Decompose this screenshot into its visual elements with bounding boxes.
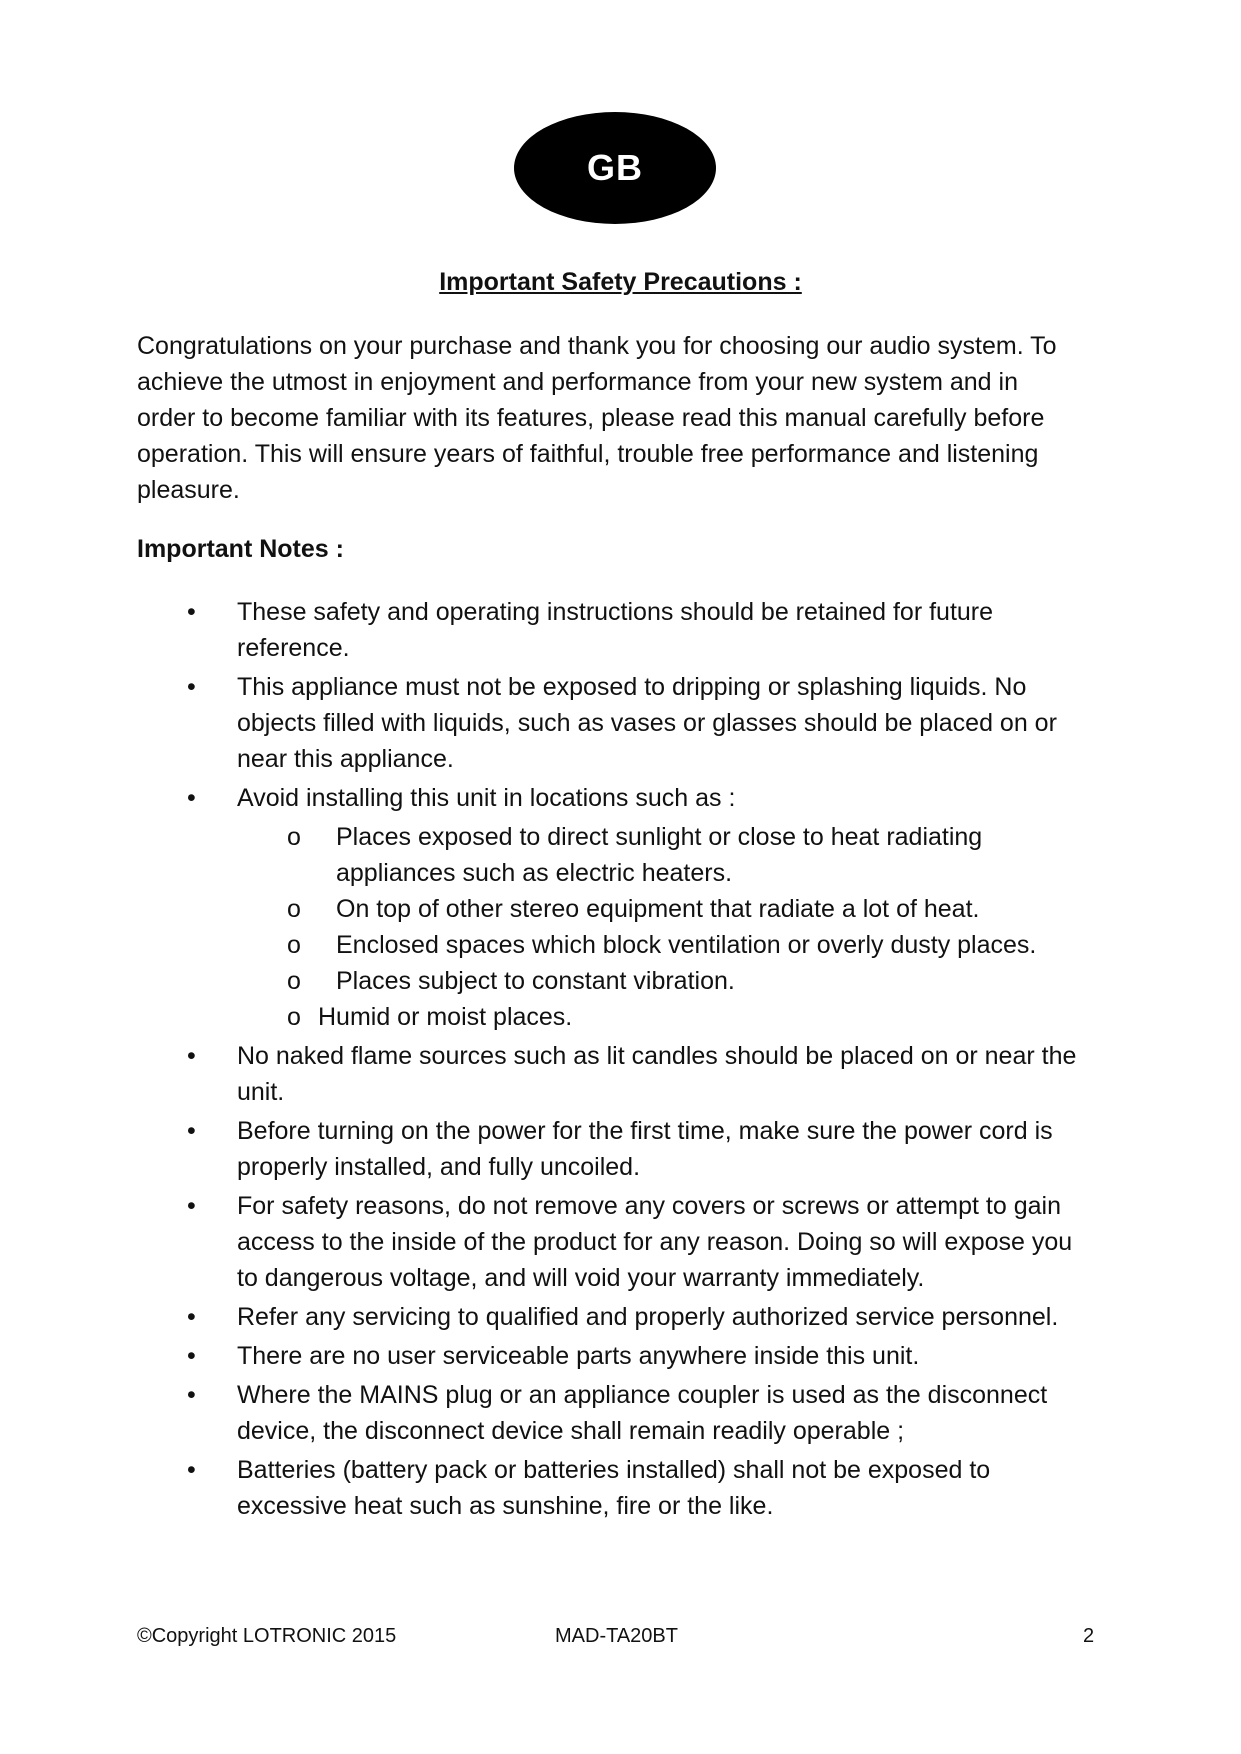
sub-list-item	[0, 927, 1126, 963]
page-title: Important Safety Precautions :	[439, 268, 802, 296]
notes-heading: Important Notes :	[137, 535, 344, 563]
sub-list-item	[0, 891, 1126, 927]
bullet-icon: •	[187, 1456, 196, 1484]
bullet-icon: •	[187, 784, 196, 812]
list-item	[0, 1188, 1117, 1296]
item-line: There are no user serviceable parts anywhere inside this unit.	[237, 1342, 920, 1370]
sub-item-line: Places exposed to direct sunlight or close to heat radiating	[336, 823, 983, 851]
footer-model: MAD-TA20BT	[555, 1625, 678, 1647]
bullet-icon: •	[187, 598, 196, 626]
sub-list-item	[0, 819, 1126, 891]
sub-bullet-icon: o	[287, 967, 301, 995]
item-line: This appliance must not be exposed to dripping or splashing liquids. No	[237, 673, 1027, 701]
sub-item-line: Places subject to constant vibration.	[336, 967, 735, 995]
item-line: Refer any servicing to qualified and properly authorized service personnel.	[237, 1303, 1059, 1331]
bullet-icon: •	[187, 1117, 196, 1145]
list-item	[0, 780, 1117, 816]
list-item	[0, 1038, 1117, 1110]
notes-list	[0, 594, 1241, 1527]
item-line: objects filled with liquids, such as vases or glasses should be placed on or	[237, 709, 1057, 737]
list-item	[0, 1338, 1117, 1374]
intro-line: order to become familiar with its features, please read this manual carefully before	[137, 404, 1045, 432]
footer-copyright: ©Copyright LOTRONIC 2015	[137, 1625, 397, 1647]
language-badge-label: GB	[587, 147, 643, 188]
bullet-icon: •	[187, 1303, 196, 1331]
item-line: access to the inside of the product for any reason. Doing so will expose you	[237, 1228, 1073, 1256]
item-line: Where the MAINS plug or an appliance coupler is used as the disconnect	[237, 1381, 1048, 1409]
intro-line: pleasure.	[137, 476, 240, 504]
bullet-icon: •	[187, 1381, 196, 1409]
list-item	[0, 1299, 1117, 1335]
sub-bullet-icon: o	[287, 931, 301, 959]
list-item	[0, 669, 1117, 777]
bullet-icon: •	[187, 1042, 196, 1070]
bullet-icon: •	[187, 1342, 196, 1370]
footer-page-number: 2	[1083, 1625, 1095, 1647]
sub-bullet-icon: o	[287, 823, 301, 851]
sub-list-item	[0, 999, 1108, 1035]
intro-line: achieve the utmost in enjoyment and performance from your new system and in	[137, 368, 1018, 396]
sub-list-item	[0, 963, 1126, 999]
list-item	[0, 594, 1117, 666]
item-line: reference.	[237, 634, 350, 662]
sub-item-line: Humid or moist places.	[318, 1003, 573, 1031]
item-line: device, the disconnect device shall remain readily operable ;	[237, 1417, 905, 1445]
intro-line: Congratulations on your purchase and thank you for choosing our audio system. To	[137, 332, 1057, 360]
item-line: Batteries (battery pack or batteries installed) shall not be exposed to	[237, 1456, 991, 1484]
list-item	[0, 1452, 1117, 1524]
item-line: near this appliance.	[237, 745, 454, 773]
intro-line: operation. This will ensure years of faithful, trouble free performance and listening	[137, 440, 1039, 468]
list-item	[0, 1113, 1117, 1185]
item-line: unit.	[237, 1078, 285, 1106]
sub-item-line: Enclosed spaces which block ventilation or overly dusty places.	[336, 931, 1037, 959]
sub-item-line: On top of other stereo equipment that radiate a lot of heat.	[336, 895, 980, 923]
language-badge	[514, 112, 716, 224]
list-item	[0, 1377, 1117, 1449]
item-line: excessive heat such as sunshine, fire or the like.	[237, 1492, 774, 1520]
item-line: Avoid installing this unit in locations such as :	[237, 784, 736, 812]
sub-bullet-icon: o	[287, 1003, 301, 1031]
sub-bullet-icon: o	[287, 895, 301, 923]
intro-paragraph	[137, 328, 1097, 508]
bullet-icon: •	[187, 1192, 196, 1220]
item-line: These safety and operating instructions should be retained for future	[237, 598, 994, 626]
item-line: to dangerous voltage, and will void your warranty immediately.	[237, 1264, 925, 1292]
sub-item-line: appliances such as electric heaters.	[336, 859, 733, 887]
item-line: No naked flame sources such as lit candles should be placed on or near the	[237, 1042, 1077, 1070]
item-line: For safety reasons, do not remove any covers or screws or attempt to gain	[237, 1192, 1061, 1220]
item-line: properly installed, and fully uncoiled.	[237, 1153, 641, 1181]
bullet-icon: •	[187, 673, 196, 701]
item-line: Before turning on the power for the first time, make sure the power cord is	[237, 1117, 1053, 1145]
